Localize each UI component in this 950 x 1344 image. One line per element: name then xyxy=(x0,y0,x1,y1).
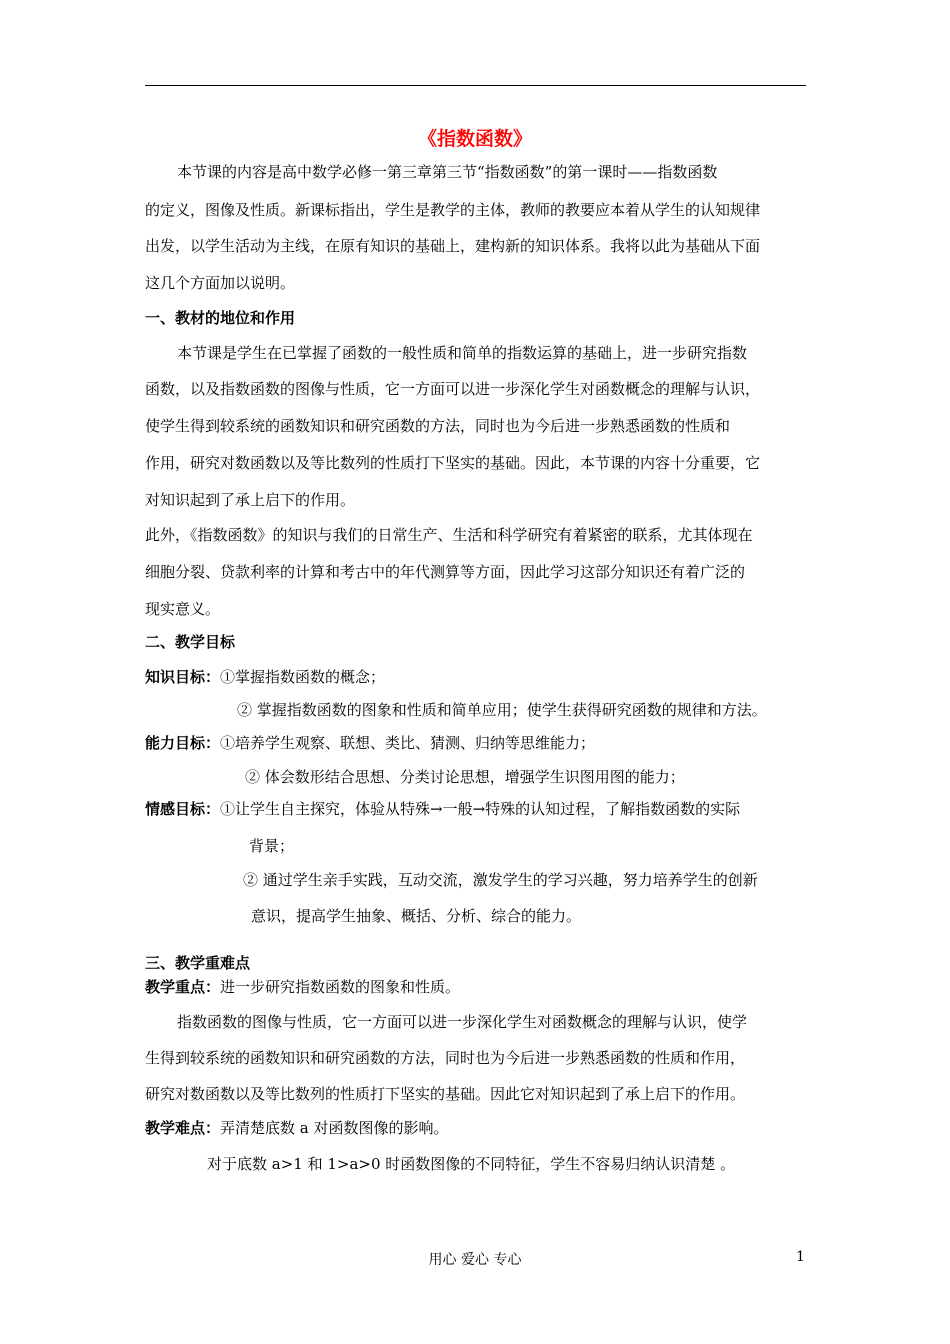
knowledge-goal-2: ② 掌握指数函数的图象和性质和简单应用；使学生获得研究函数的规律和方法。 xyxy=(237,701,767,719)
key-point-label: 教学重点： xyxy=(145,978,221,996)
ability-goal-1 xyxy=(145,733,595,753)
difficult-point-line: 对于底数 a>1 和 1>a>0 时函数图像的不同特征，学生不容易归纳认识清楚 。 xyxy=(207,1155,736,1173)
ability-goal-2: ② 体会数形结合思想、分类讨论思想，增强学生识图用图的能力； xyxy=(245,768,685,786)
document-title: 《指数函数》 xyxy=(417,128,532,150)
emotion-goal-text: ①让学生自主探究，体验从特殊→一般→特殊的认知过程，了解指数函数的实际 xyxy=(220,800,741,818)
ability-goal-label: 能力目标： xyxy=(145,734,221,752)
key-point-line: 研究对数函数以及等比数列的性质打下坚实的基础。因此它对知识起到了承上启下的作用。 xyxy=(145,1085,746,1103)
section1-line: 此外，《指数函数》的知识与我们的日常生产、生活和科学研究有着紧密的联系，尤其体现在 xyxy=(145,526,753,544)
section-heading-3: 三、教学重难点 xyxy=(145,954,251,972)
key-point xyxy=(145,977,460,997)
ability-goal-text: ①培养学生观察、联想、类比、猜测、归纳等思维能力； xyxy=(220,734,596,752)
emotion-goal-1-cont: 背景； xyxy=(249,837,295,855)
section1-line: 现实意义。 xyxy=(145,600,221,618)
knowledge-goal-1 xyxy=(145,667,385,687)
emotion-goal-1 xyxy=(145,799,740,819)
difficult-point-text: 弄清楚底数 a 对函数图像的影响。 xyxy=(220,1119,449,1137)
key-point-line: 指数函数的图像与性质，它一方面可以进一步深化学生对函数概念的理解与认识，使学 xyxy=(177,1013,748,1031)
footer-motto: 用心 爱心 专心 xyxy=(428,1252,522,1268)
section1-line: 使学生得到较系统的函数知识和研究函数的方法，同时也为今后进一步熟悉函数的性质和 xyxy=(145,417,731,435)
knowledge-goal-text: ①掌握指数函数的概念； xyxy=(220,668,386,686)
knowledge-goal-label: 知识目标： xyxy=(145,668,221,686)
key-point-line: 生得到较系统的函数知识和研究函数的方法，同时也为今后进一步熟悉函数的性质和作用， xyxy=(145,1049,746,1067)
section1-line: 函数，以及指数函数的图像与性质，它一方面可以进一步深化学生对函数概念的理解与认识， xyxy=(145,380,761,398)
intro-line: 出发，以学生活动为主线，在原有知识的基础上，建构新的知识体系。我将以此为基础从下面 xyxy=(145,237,761,255)
difficult-point xyxy=(145,1118,449,1138)
emotion-goal-label: 情感目标： xyxy=(145,800,221,818)
section1-line: 细胞分裂、贷款利率的计算和考古中的年代测算等方面，因此学习这部分知识还有着广泛的 xyxy=(145,563,746,581)
section1-line: 作用，研究对数函数以及等比数列的性质打下坚实的基础。因此，本节课的内容十分重要，它 xyxy=(145,454,761,472)
emotion-goal-2-cont: 意识，提高学生抽象、概括、分析、综合的能力。 xyxy=(251,907,582,925)
key-point-text: 进一步研究指数函数的图象和性质。 xyxy=(220,978,461,996)
intro-line: 这几个方面加以说明。 xyxy=(145,274,296,292)
emotion-goal-2: ② 通过学生亲手实践，互动交流，激发学生的学习兴趣，努力培养学生的创新 xyxy=(243,871,758,889)
section-heading-2: 二、教学目标 xyxy=(145,633,236,651)
section1-line: 对知识起到了承上启下的作用。 xyxy=(145,491,356,509)
page-number: 1 xyxy=(796,1249,805,1265)
header-rule xyxy=(145,85,806,86)
intro-line: 本节课的内容是高中数学必修一第三章第三节“指数函数”的第一课时——指数函数 xyxy=(177,163,718,181)
section1-line: 本节课是学生在已掌握了函数的一般性质和简单的指数运算的基础上，进一步研究指数 xyxy=(177,344,748,362)
intro-line: 的定义，图像及性质。新课标指出，学生是教学的主体，教师的教要应本着从学生的认知规律 xyxy=(145,201,761,219)
section-heading-1: 一、教材的地位和作用 xyxy=(145,309,296,327)
difficult-point-label: 教学难点： xyxy=(145,1119,221,1137)
